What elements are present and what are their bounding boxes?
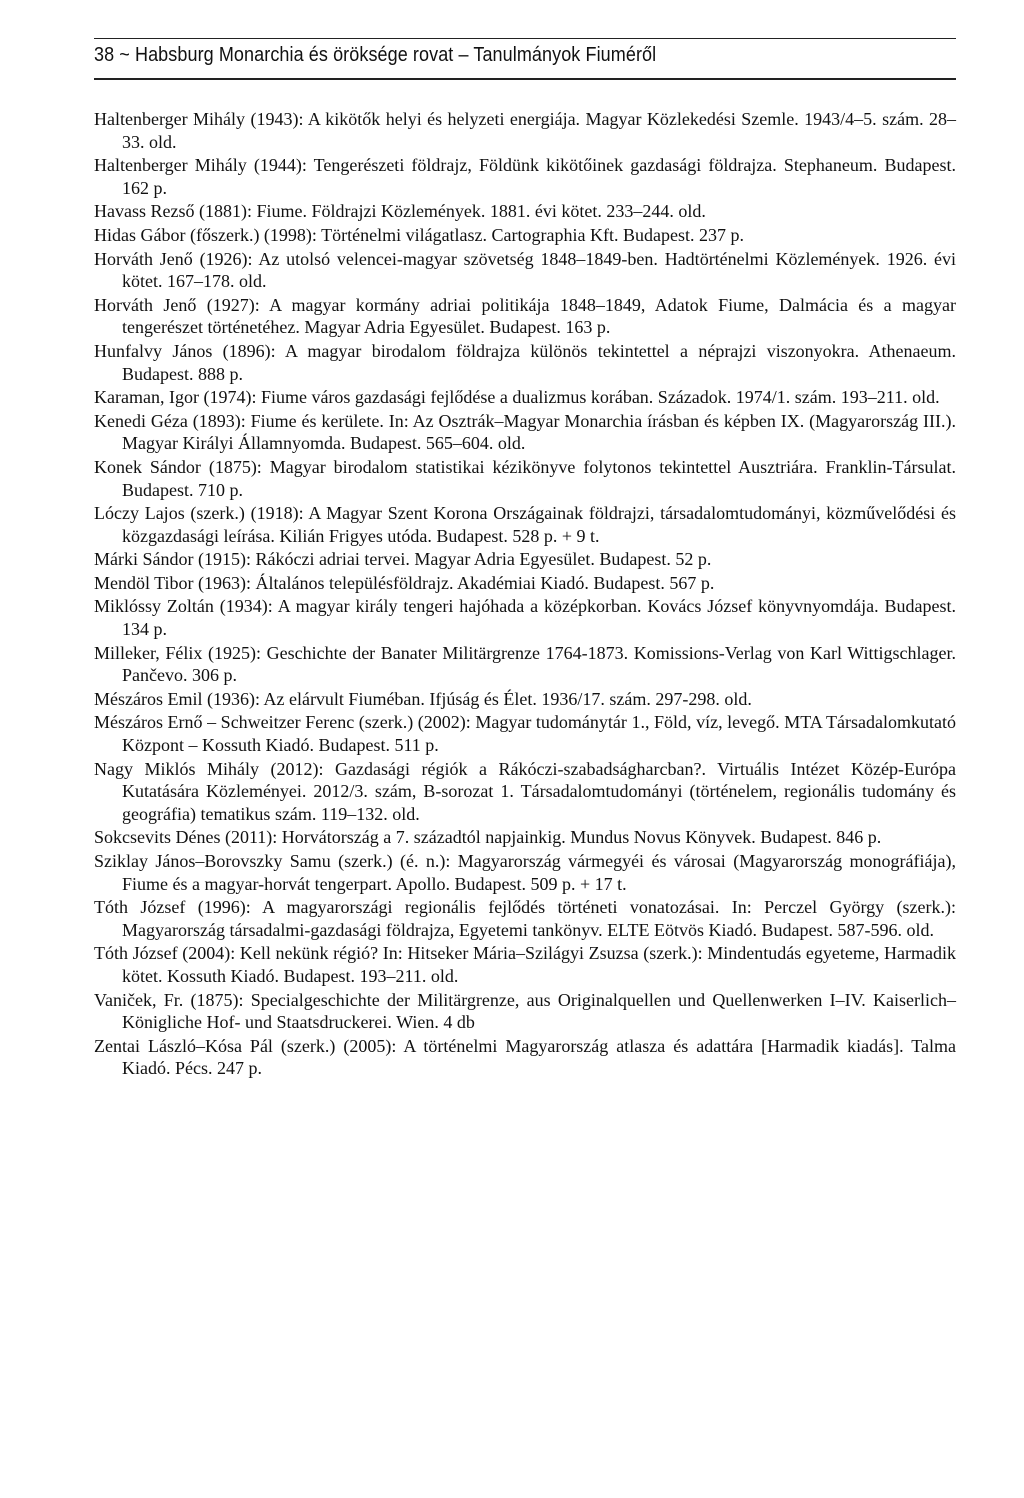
reference-entry: Kenedi Géza (1893): Fiume és kerülete. In: Az Osztrák–Magyar Monarchia írásban és képben IX. (Magyarország III.). Magyar Királyi Államnyomda. Budapest. 565–604. old. bbox=[94, 410, 956, 454]
reference-entry: Horváth Jenő (1927): A magyar kormány adriai politikája 1848–1849, Adatok Fiume, Dalmácia és a magyar tengerészet történetéhez. Magyar Adria Egyesület. Budapest. 163 p. bbox=[94, 294, 956, 338]
reference-entry: Hunfalvy János (1896): A magyar birodalom földrajza különös tekintettel a néprajzi viszonyokra. Athenaeum. Budapest. 888 p. bbox=[94, 340, 956, 384]
reference-entry: Konek Sándor (1875): Magyar birodalom statistikai kézikönyve folytonos tekintettel Ausztriára. Franklin-Társulat. Budapest. 710 p. bbox=[94, 456, 956, 500]
reference-entry: Tóth József (1996): A magyarországi regionális fejlődés történeti vonatozásai. In: Perczel György (szerk.): Magyarország társadalmi-gazdasági földrajza, Egyetemi tankönyv. ELTE Eötvös Kiadó. Budapest. 587-596. old. bbox=[94, 897, 956, 940]
reference-entry: Karaman, Igor (1974): Fiume város gazdasági fejlődése a dualizmus korában. Századok. 1974/1. szám. 193–211. old. bbox=[94, 387, 940, 408]
reference-entry: Zentai László–Kósa Pál (szerk.) (2005): A történelmi Magyarország atlasza és adattára [Harmadik kiadás]. Talma Kiadó. Pécs. 247 p. bbox=[94, 1035, 956, 1079]
running-header bbox=[94, 38, 956, 80]
reference-list bbox=[94, 108, 956, 1081]
reference-entry: Vaniček, Fr. (1875): Specialgeschichte der Militärgrenze, aus Originalquellen und Quellenwerken I–IV. Kaiserlich–Königliche Hof- und Staatsdruckerei. Wien. 4 db bbox=[94, 989, 956, 1033]
reference-entry: Havass Rezső (1881): Fiume. Földrajzi Közlemények. 1881. évi kötet. 233–244. old. bbox=[94, 201, 706, 222]
reference-entry: Hidas Gábor (főszerk.) (1998): Történelmi világatlasz. Cartographia Kft. Budapest. 237 p. bbox=[94, 224, 744, 245]
reference-entry: Márki Sándor (1915): Rákóczi adriai tervei. Magyar Adria Egyesület. Budapest. 52 p. bbox=[94, 549, 712, 570]
reference-entry: Sokcsevits Dénes (2011): Horvátország a 7. századtól napjainkig. Mundus Novus Könyvek. Budapest. 846 p. bbox=[94, 827, 882, 848]
reference-entry: Horváth Jenő (1926): Az utolsó velencei-magyar szövetség 1848–1849-ben. Hadtörténelmi Közlemények. 1926. évi kötet. 167–178. old. bbox=[94, 248, 956, 292]
reference-entry: Mendöl Tibor (1963): Általános településföldrajz. Akadémiai Kiadó. Budapest. 567 p. bbox=[94, 572, 715, 593]
reference-entry: Mészáros Emil (1936): Az elárvult Fiuméban. Ifjúság és Élet. 1936/17. szám. 297-298. old. bbox=[94, 688, 752, 709]
reference-entry: Haltenberger Mihály (1944): Tengerészeti földrajz, Földünk kikötőinek gazdasági földrajza. Stephaneum. Budapest. 162 p. bbox=[94, 155, 956, 198]
reference-entry: Milleker, Félix (1925): Geschichte der Banater Militärgrenze 1764-1873. Komissions-Verlag von Karl Wittigschlager. Pančevo. 306 p. bbox=[94, 642, 956, 686]
reference-entry: Sziklay János–Borovszky Samu (szerk.) (é. n.): Magyarország vármegyéi és városai (Magyarország monográfiája), Fiume és a magyar-horvát tengerpart. Apollo. Budapest. 509 p. + 17 t. bbox=[94, 851, 956, 894]
reference-entry: Haltenberger Mihály (1943): A kikötők helyi és helyzeti energiája. Magyar Közlekedési Szemle. 1943/4–5. szám. 28–33. old. bbox=[94, 109, 956, 152]
header-text: 38 ~ Habsburg Monarchia és öröksége rovat – Tanulmányok Fiuméről bbox=[94, 44, 657, 66]
reference-entry: Nagy Miklós Mihály (2012): Gazdasági régiók a Rákóczi-szabadságharcban?. Virtuális Intézet Közép-Európa Kutatására Közleményei. 2012/3. szám, B-sorozat 1. Társadalomtudományi (történelem, regionális tudomány és geográfia) tematikus szám. 119–132. old. bbox=[94, 758, 956, 824]
reference-entry: Lóczy Lajos (szerk.) (1918): A Magyar Szent Korona Országainak földrajzi, társadalomtudományi, közművelődési és közgazdasági leírása. Kilián Frigyes utóda. Budapest. 528 p. + 9 t. bbox=[94, 503, 956, 546]
reference-entry: Mészáros Ernő – Schweitzer Ferenc (szerk.) (2002): Magyar tudománytár 1., Föld, víz, levegő. MTA Társadalomkutató Központ – Kossuth Kiadó. Budapest. 511 p. bbox=[94, 712, 956, 756]
reference-entry: Miklóssy Zoltán (1934): A magyar király tengeri hajóhada a középkorban. Kovács József könyvnyomdája. Budapest. 134 p. bbox=[94, 596, 956, 640]
reference-entry: Tóth József (2004): Kell nekünk régió? In: Hitseker Mária–Szilágyi Zsuzsa (szerk.): Mindentudás egyeteme, Harmadik kötet. Kossuth Kiadó. Budapest. 193–211. old. bbox=[94, 943, 956, 986]
